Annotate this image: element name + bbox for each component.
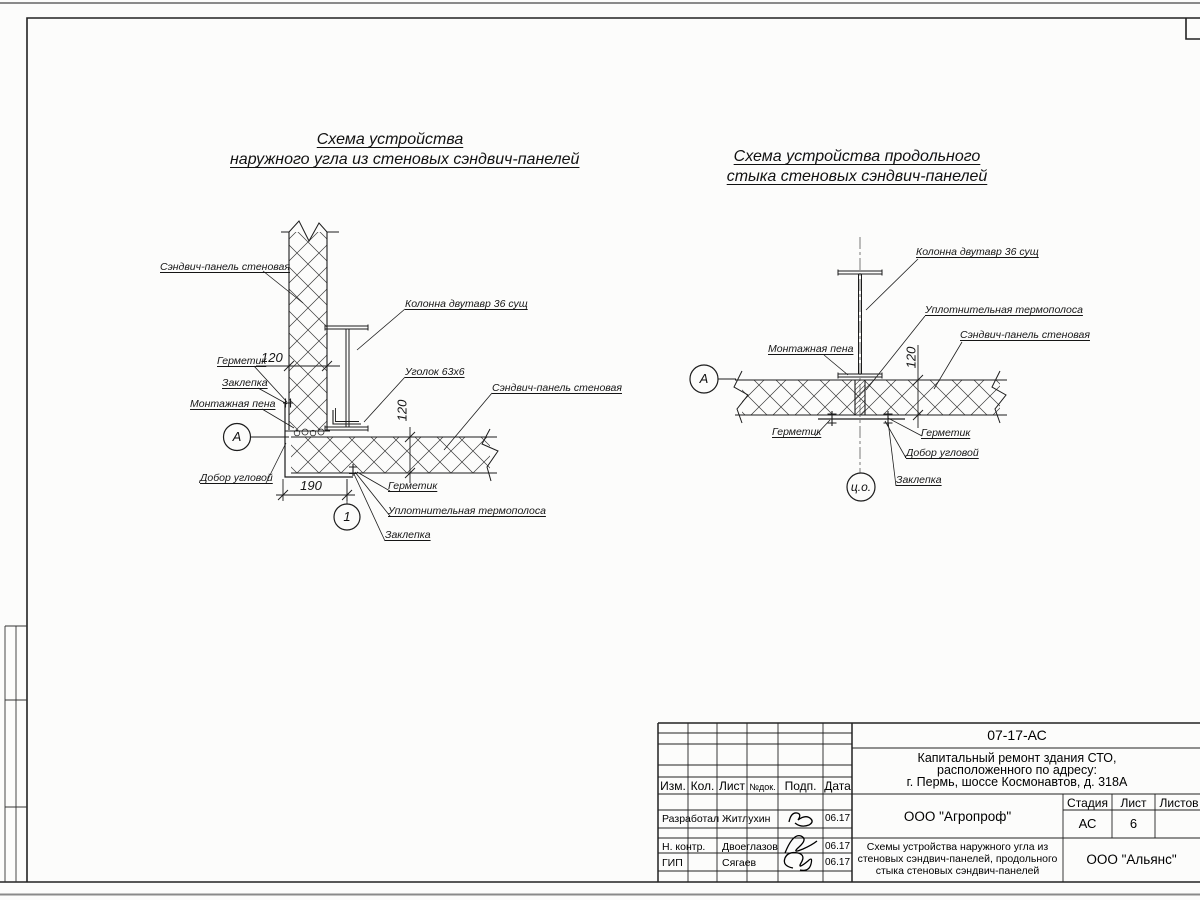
label-column-ibeam: Колонна двутавр 36 сущ: [405, 298, 528, 310]
label-sealant-right: Герметик: [921, 427, 971, 439]
label-thermal-strip: Уплотнительная термополоса: [388, 505, 546, 517]
node-marker-1: 1: [343, 509, 351, 524]
signer-date: 06.17: [824, 841, 851, 852]
right-diagram-linework: [690, 237, 1007, 501]
label-mounting-foam: Монтажная пена: [190, 398, 276, 410]
col-header-list: Лист: [718, 779, 746, 793]
label-angle: Уголок 63х6: [405, 366, 465, 378]
foam-scribble: [294, 429, 324, 436]
dim-120-right: 120: [903, 346, 919, 369]
col-header-izm: Изм.: [660, 779, 686, 793]
col-header-ndok: №док.: [749, 782, 776, 792]
signer-name: Двоеглазов: [722, 841, 778, 853]
sheet-title-line2: стеновых сэндвич-панелей, продольного: [857, 853, 1058, 865]
project-name-line2: расположенного по адресу:: [937, 763, 1097, 777]
signer-date: 06.17: [824, 857, 851, 868]
left-diagram-title-line2: наружного угла из стеновых сэндвич-панелей: [230, 151, 580, 168]
center-axis-marker: ц.о.: [850, 480, 872, 494]
dim-120-vertical: 120: [394, 399, 410, 422]
label-panel-wall-right: Сэндвич-панель стеновая: [492, 382, 622, 394]
section-marker-a-right: А: [699, 371, 709, 386]
signatures: [784, 813, 817, 870]
sheet-title-line1: Схемы устройства наружного угла из: [866, 841, 1049, 853]
label-mounting-foam: Монтажная пена: [768, 343, 854, 355]
label-panel-wall-left: Сэндвич-панель стеновая: [160, 261, 290, 273]
right-diagram-title-line1: Схема устройства продольного: [733, 148, 981, 165]
signer-role: Н. контр.: [662, 841, 706, 853]
sheets-header: Листов: [1159, 796, 1199, 810]
label-sealant-left: Герметик: [772, 426, 822, 438]
label-sealant-top: Герметик: [217, 355, 267, 367]
ibeam-column: [325, 325, 368, 432]
stage-header: Стадия: [1067, 796, 1108, 810]
designer-org: ООО "Агропроф": [903, 809, 1012, 824]
stage-value: АС: [1078, 816, 1097, 831]
signer-name: Житлухин: [722, 813, 771, 825]
label-sealant-bottom: Герметик: [388, 480, 438, 492]
label-rivet: Заклепка: [896, 474, 942, 486]
sheet-title-line3: стыка стеновых сэндвич-панелей: [875, 865, 1040, 877]
left-margin-stamp: [5, 626, 27, 882]
right-diagram-title-line2: стыка стеновых сэндвич-панелей: [726, 168, 988, 185]
signer-role: Разработал: [662, 813, 720, 825]
label-corner-trim: Добор угловой: [200, 472, 273, 484]
label-panel-wall: Сэндвич-панель стеновая: [960, 329, 1090, 341]
label-column-ibeam: Колонна двутавр 36 сущ: [916, 246, 1039, 258]
signature-gip: [784, 853, 811, 871]
col-header-data: Дата: [824, 779, 851, 793]
label-corner-trim: Добор угловой: [906, 447, 979, 459]
col-header-kol: Кол.: [690, 779, 715, 793]
col-header-podp: Подп.: [784, 779, 817, 793]
signer-role: ГИП: [662, 857, 683, 869]
label-thermal-strip: Уплотнительная термополоса: [925, 304, 1083, 316]
left-diagram-title-line1: Схема устройства: [316, 131, 464, 148]
signer-date: 06.17: [824, 813, 851, 824]
dim-190: 190: [300, 478, 322, 493]
label-rivet-top: Заклепка: [222, 377, 268, 389]
dim-120-horizontal: 120: [261, 350, 283, 365]
signer-name: Сягаев: [722, 857, 757, 869]
sheet-header: Лист: [1120, 796, 1147, 810]
doc-number: 07-17-АС: [987, 727, 1047, 743]
signature-razrabotal: [789, 813, 812, 826]
project-name-line3: г. Пермь, шоссе Космонавтов, д. 318А: [906, 775, 1128, 789]
sheet-number: 6: [1129, 816, 1138, 831]
section-marker-a-left: А: [232, 429, 242, 444]
label-rivet-bottom: Заклепка: [385, 529, 431, 541]
customer-org: ООО "Альянс": [1086, 852, 1177, 867]
project-name-line1: Капитальный ремонт здания СТО,: [917, 751, 1117, 765]
